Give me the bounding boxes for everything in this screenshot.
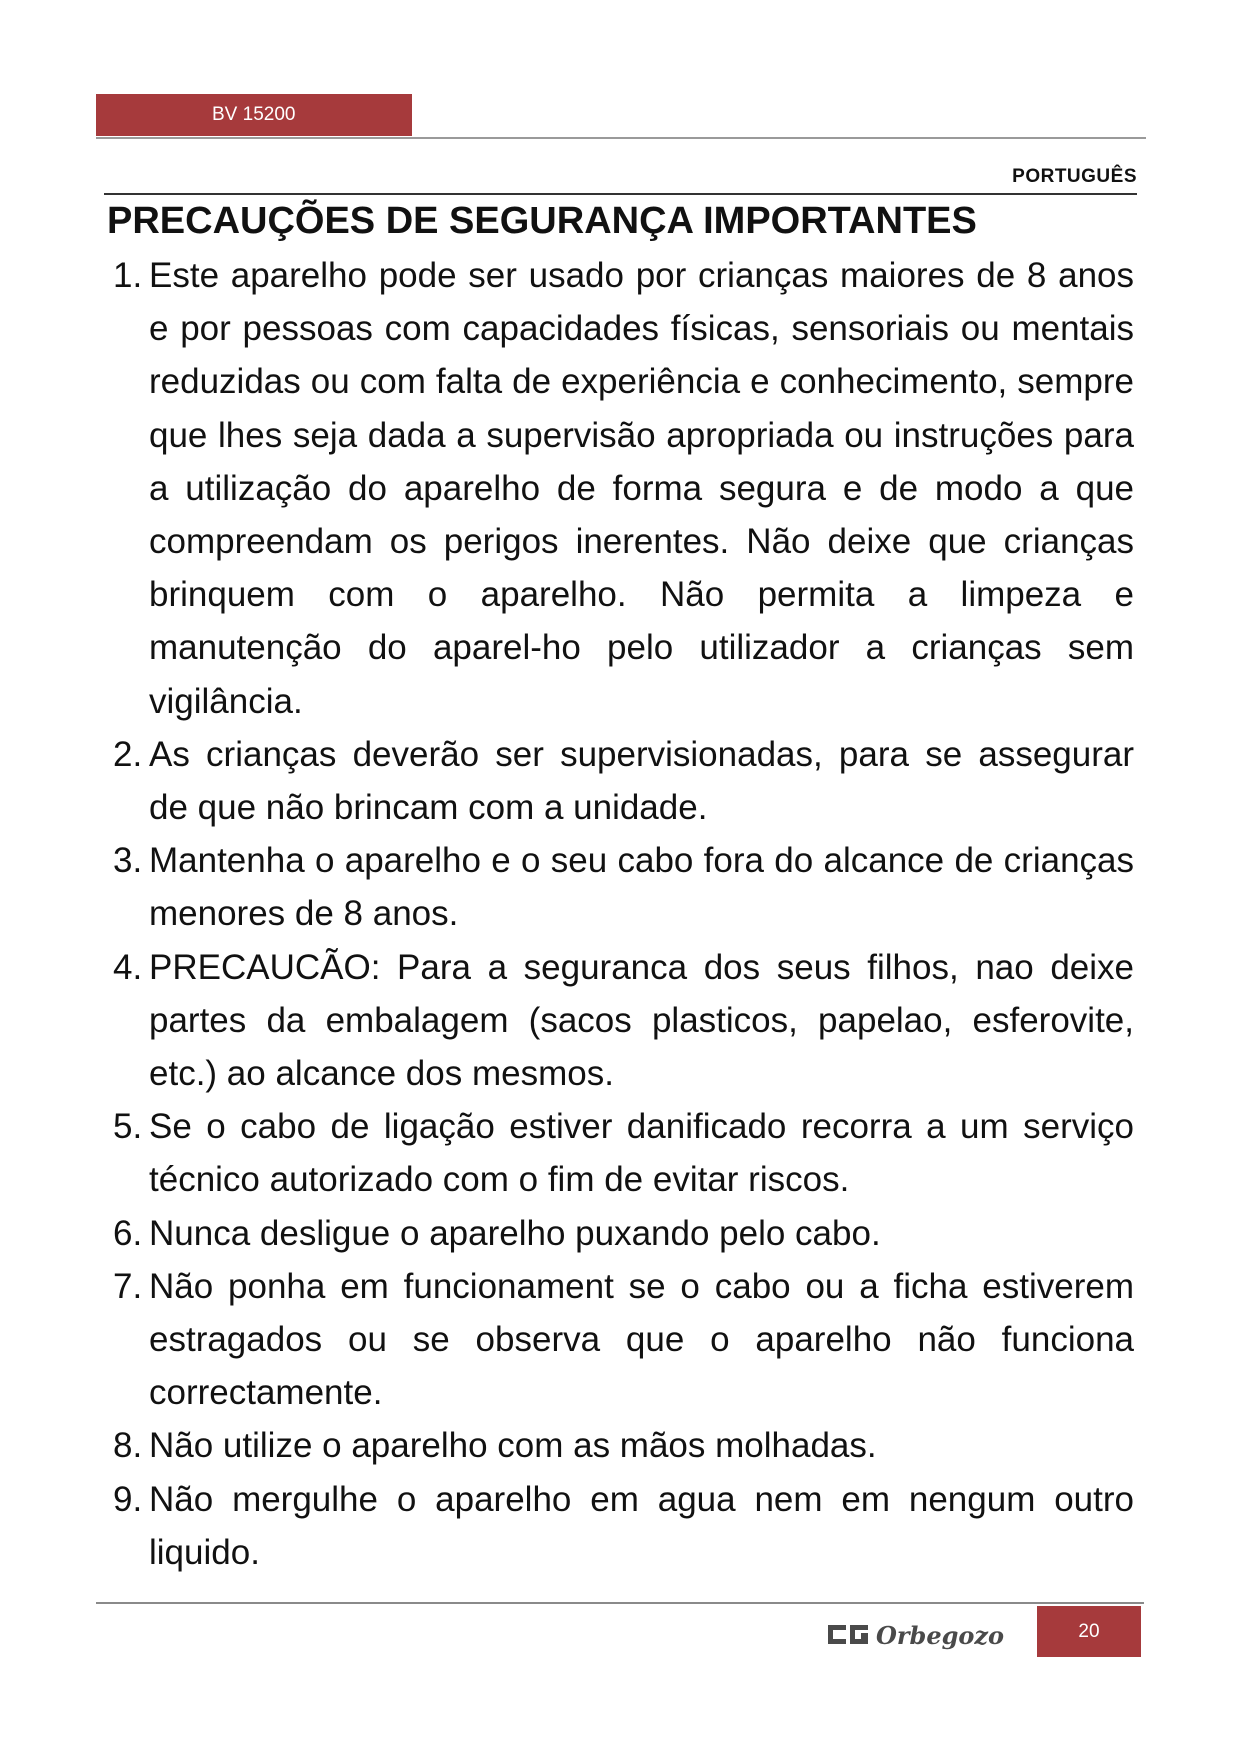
item-number: 9.: [113, 1479, 143, 1519]
model-tab: [96, 94, 412, 136]
item-number: 3.: [113, 841, 143, 881]
list-item: [108, 1100, 1134, 1206]
list-item: [108, 728, 1134, 834]
list-item: [108, 941, 1134, 1101]
item-text: As crianças deverão ser supervisionadas, para se assegurar de que não brincam com a unidade.: [149, 734, 1134, 828]
page-title: PRECAUÇÕES DE SEGURANÇA IMPORTANTES: [107, 200, 977, 242]
item-number: 4.: [113, 947, 143, 987]
list-item: [108, 1207, 1134, 1260]
footer-divider: [96, 1602, 1144, 1604]
item-text: Se o cabo de ligação estiver danificado recorra a um serviço técnico autorizado com o fim de evitar riscos.: [149, 1107, 1134, 1200]
item-text: Este aparelho pode ser usado por crianças maiores de 8 anos e por pessoas com capacidades físicas, sensoriais ou mentais reduzidas ou com falta de experiência e conhecimento, sempre que lhes seja dada a supervisão apropriada ou instruções para a utilização do aparelho de forma segura e de modo a que compreendam os perigos inerentes. Não deixe que crianças brinquem com o aparelho. Não permita a limpeza e manutenção do aparel-ho pelo utilizador a crianças sem vigilância.: [149, 256, 1134, 721]
language-divider: [104, 193, 1137, 195]
language-label: PORTUGUÊS: [1012, 166, 1137, 187]
logo-mark-icon: [828, 1625, 868, 1644]
item-number: 5.: [113, 1107, 143, 1147]
page-number-box: [1037, 1606, 1141, 1657]
item-text: PRECAUCÃO: Para a seguranca dos seus filhos, nao deixe partes da embalagem (sacos plasticos, papelao, esferovite, etc.) ao alcance dos mesmos.: [149, 947, 1134, 1094]
header-divider: [96, 137, 1146, 139]
item-number: 7.: [113, 1266, 143, 1306]
list-item: [108, 1419, 1134, 1472]
item-text: Não mergulhe o aparelho em agua nem em nengum outro liquido.: [149, 1479, 1134, 1572]
brand-wordmark: Orbegozo: [876, 1621, 1005, 1650]
list-item: [108, 249, 1134, 728]
item-text: Não utilize o aparelho com as mãos molhadas.: [149, 1426, 877, 1466]
item-text: Nunca desligue o aparelho puxando pelo cabo.: [149, 1213, 881, 1253]
item-text: Mantenha o aparelho e o seu cabo fora do alcance de crianças menores de 8 anos.: [149, 841, 1134, 934]
item-number: 2.: [113, 734, 143, 774]
list-item: [108, 1473, 1134, 1579]
item-number: 6.: [113, 1213, 143, 1253]
model-label: BV 15200: [212, 104, 296, 125]
item-number: 1.: [113, 256, 143, 295]
orbegozo-logo: [826, 1610, 1026, 1658]
page-number: 20: [1078, 1621, 1100, 1642]
list-item: [108, 834, 1134, 940]
item-number: 8.: [113, 1426, 143, 1466]
safety-list: [108, 249, 1134, 1579]
list-item: [108, 1260, 1134, 1420]
item-text: Não ponha em funcionament se o cabo ou a ficha estiverem estragados ou se observa que o aparelho não funciona correctamente.: [149, 1266, 1134, 1413]
